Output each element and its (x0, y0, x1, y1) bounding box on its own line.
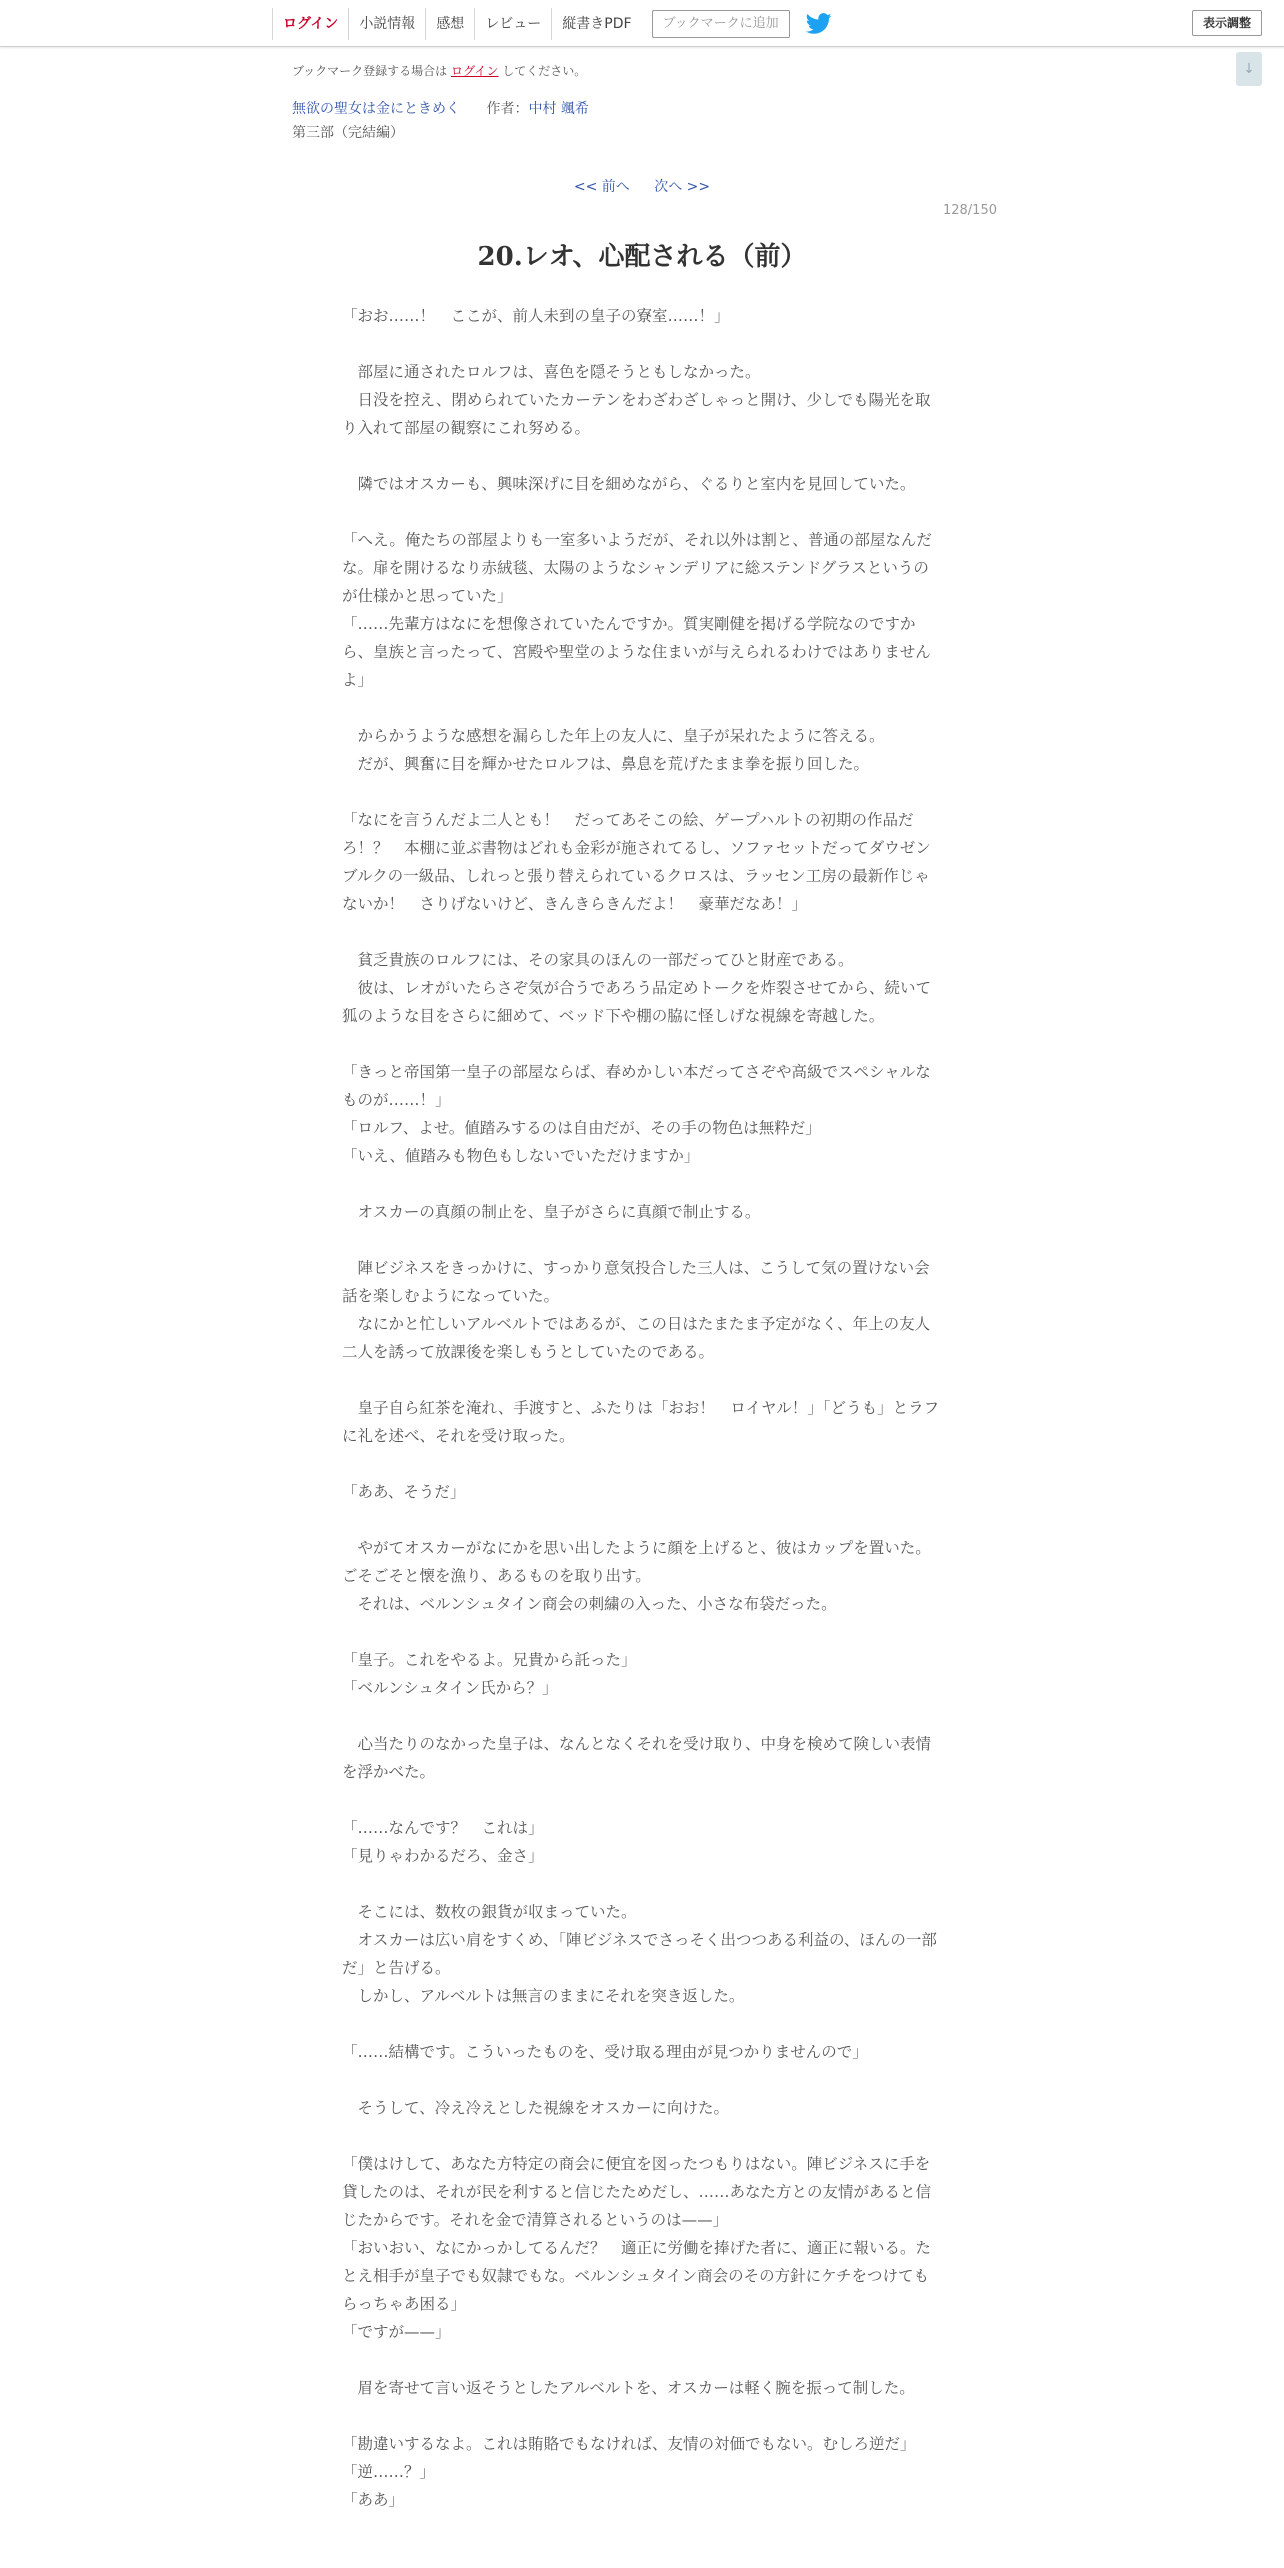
body-paragraph: からかうような感想を漏らした年上の友人に、皇子が呆れたように答える。 (342, 727, 885, 745)
body-paragraph: そこには、数枚の銀貨が収まっていた。 (342, 1903, 637, 1921)
add-bookmark-button[interactable]: ブックマークに追加 (652, 10, 790, 38)
body-paragraph: 心当たりのなかった皇子は、なんとなくそれを受け取り、中身を検めて険しい表情を浮かべた。 (342, 1735, 932, 1781)
blank-line (342, 778, 942, 806)
blank-line (342, 1870, 942, 1898)
chapter-counter: 128/150 (942, 203, 997, 218)
novel-body (342, 302, 942, 2514)
nav-vertical-pdf[interactable]: 縦書きPDF (551, 8, 641, 40)
body-paragraph: 「勘違いするなよ。これは賄賂でもなければ、友情の対価でもない。むしろ逆だ」 (342, 2435, 916, 2453)
part-label: 第三部（完結編） (292, 125, 404, 141)
chapter-pager (0, 176, 1284, 196)
prev-chapter-link[interactable]: << 前へ (573, 179, 630, 195)
body-paragraph: 「おいおい、なにかっかしてるんだ？ 適正に労働を捧げた者に、適正に報いる。たとえ相手が皇子でも奴隷でもな。ベルンシュタイン商会のその方針にケチをつけてもらっちゃあ困る」 (342, 2239, 932, 2313)
top-header-bar (0, 0, 1284, 47)
blank-line (342, 1786, 942, 1814)
body-paragraph: それは、ベルンシュタイン商会の刺繍の入った、小さな布袋だった。 (342, 1595, 837, 1613)
body-paragraph: 隣ではオスカーも、興味深げに目を細めながら、ぐるりと室内を見回していた。 (342, 475, 916, 493)
blank-line (342, 1702, 942, 1730)
body-paragraph: 「見りゃわかるだろ、金さ」 (342, 1847, 544, 1865)
blank-line (342, 1366, 942, 1394)
body-paragraph: 「ああ」 (342, 2491, 405, 2509)
body-paragraph: 皇子自ら紅茶を淹れ、手渡すと、ふたりは「おお！ ロイヤル！」「どうも」とラフに礼を述べ、それを受け取った。 (342, 1399, 940, 1445)
body-paragraph: 「ですが——」 (342, 2323, 451, 2341)
nav-impressions[interactable]: 感想 (425, 8, 474, 40)
blank-line (342, 1226, 942, 1254)
blank-line (342, 1170, 942, 1198)
bookmark-note (292, 62, 586, 79)
blank-line (342, 442, 942, 470)
body-paragraph: 「……なんです？ これは」 (342, 1819, 544, 1837)
body-paragraph: オスカーは広い肩をすくめ、「陣ビジネスでさっそく出つつある利益の、ほんの一部だ」と告げる。 (342, 1931, 937, 1977)
blank-line (342, 2066, 942, 2094)
top-nav (272, 8, 832, 40)
body-paragraph: 「なにを言うんだよ二人とも！ だってあそこの絵、ゲープハルトの初期の作品だろ！？ 本棚に並ぶ書物はどれも金彩が施されてるし、ソファセットだってダウゼンブルクの一級品、しれっと張り替えられているクロスは、ラッセン工房の最新作じゃないか！ さりげないけど、きんきらきんだよ！ 豪華だなあ！」 (342, 811, 931, 913)
blank-line (342, 1450, 942, 1478)
next-chapter-link[interactable]: 次へ >> (654, 179, 711, 195)
body-paragraph: 「僕はけして、あなた方特定の商会に便宜を図ったつもりはない。陣ビジネスに手を貸したのは、それが民を利すると信じたためだし、……あなた方との友情があると信じたからです。それを金で清算されるというのは——」 (342, 2155, 932, 2229)
blank-line (342, 1506, 942, 1534)
body-paragraph: 「皇子。これをやるよ。兄貴から託った」 (342, 1651, 637, 1669)
body-paragraph: 日没を控え、閉められていたカーテンをわざわざしゃっと開け、少しでも陽光を取り入れて部屋の観察にこれ努める。 (342, 391, 931, 437)
author-label: 作者： (486, 101, 529, 117)
blank-line (342, 1618, 942, 1646)
blank-line (342, 1030, 942, 1058)
body-paragraph: 陣ビジネスをきっかけに、すっかり意気投合した三人は、こうして気の置けない会話を楽しむようになっていた。 (342, 1259, 930, 1305)
blank-line (342, 694, 942, 722)
scroll-down-tab[interactable]: ↓ (1236, 52, 1262, 86)
body-paragraph: 「へえ。俺たちの部屋よりも一室多いようだが、それ以外は割と、普通の部屋なんだな。扉を開けるなり赤絨毯、太陽のようなシャンデリアに総ステンドグラスというのが仕様かと思っていた」 (342, 531, 932, 605)
body-paragraph: 「ロルフ、よせ。値踏みするのは自由だが、その手の物色は無粋だ」 (342, 1119, 821, 1137)
series-title-link[interactable]: 無欲の聖女は金にときめく (292, 101, 460, 117)
body-paragraph: 「逆……？」 (342, 2463, 436, 2481)
series-row (292, 98, 589, 118)
body-paragraph: 彼は、レオがいたらさぞ気が合うであろう品定めトークを炸裂させてから、続いて狐のような目をさらに細めて、ベッド下や棚の脇に怪しげな視線を寄越した。 (342, 979, 932, 1025)
body-paragraph: 部屋に通されたロルフは、喜色を隠そうともしなかった。 (342, 363, 761, 381)
display-settings-button[interactable]: 表示調整 (1192, 10, 1262, 36)
author-link[interactable]: 中村 颯希 (528, 101, 589, 117)
blank-line (342, 2346, 942, 2374)
body-paragraph: しかし、アルベルトは無言のままにそれを突き返した。 (342, 1987, 745, 2005)
body-paragraph: 「きっと帝国第一皇子の部屋ならば、春めかしい本だってさぞや高級でスペシャルなものが……！」 (342, 1063, 931, 1109)
nav-novel-info[interactable]: 小説情報 (348, 8, 425, 40)
twitter-icon[interactable] (806, 13, 832, 35)
chapter-title: 20.レオ、心配される（前） (477, 242, 807, 272)
body-paragraph: 「いえ、値踏みも物色もしないでいただけますか」 (342, 1147, 700, 1165)
body-paragraph: なにかと忙しいアルベルトではあるが、この日はたまたま予定がなく、年上の友人二人を誘って放課後を楽しもうとしていたのである。 (342, 1315, 931, 1361)
bookmark-note-prefix: ブックマーク登録する場合は (292, 64, 448, 78)
body-paragraph: 「ああ、そうだ」 (342, 1483, 466, 1501)
body-paragraph: オスカーの真顔の制止を、皇子がさらに真顔で制止する。 (342, 1203, 761, 1221)
body-paragraph: 「ベルンシュタイン氏から？」 (342, 1679, 558, 1697)
body-paragraph: 「……先輩方はなにを想像されていたんですか。質実剛健を掲げる学院なのですから、皇族と言ったって、宮殿や聖堂のような住まいが与えられるわけではありませんよ」 (342, 615, 931, 689)
blank-line (342, 330, 942, 358)
blank-line (342, 918, 942, 946)
bookmark-login-link[interactable]: ログイン (451, 64, 499, 78)
bookmark-note-suffix: してください。 (502, 64, 587, 78)
blank-line (342, 2122, 942, 2150)
blank-line (342, 2010, 942, 2038)
body-paragraph: 眉を寄せて言い返そうとしたアルベルトを、オスカーは軽く腕を振って制した。 (342, 2379, 915, 2397)
body-paragraph: 「おお……！ ここが、前人未到の皇子の寮室……！」 (342, 307, 730, 325)
blank-line (342, 2402, 942, 2430)
nav-review[interactable]: レビュー (474, 8, 551, 40)
body-paragraph: ごそごそと懐を漁り、あるものを取り出す。 (342, 1567, 651, 1585)
body-paragraph: そうして、冷え冷えとした視線をオスカーに向けた。 (342, 2099, 730, 2117)
body-paragraph: やがてオスカーがなにかを思い出したように顔を上げると、彼はカップを置いた。 (342, 1539, 931, 1557)
body-paragraph: だが、興奮に目を輝かせたロルフは、鼻息を荒げたまま拳を振り回した。 (342, 755, 870, 773)
body-paragraph: 「……結構です。こういったものを、受け取る理由が見つかりませんので」 (342, 2043, 868, 2061)
blank-line (342, 498, 942, 526)
body-paragraph: 貧乏貴族のロルフには、その家具のほんの一部だってひと財産である。 (342, 951, 854, 969)
nav-login[interactable]: ログイン (272, 8, 348, 40)
